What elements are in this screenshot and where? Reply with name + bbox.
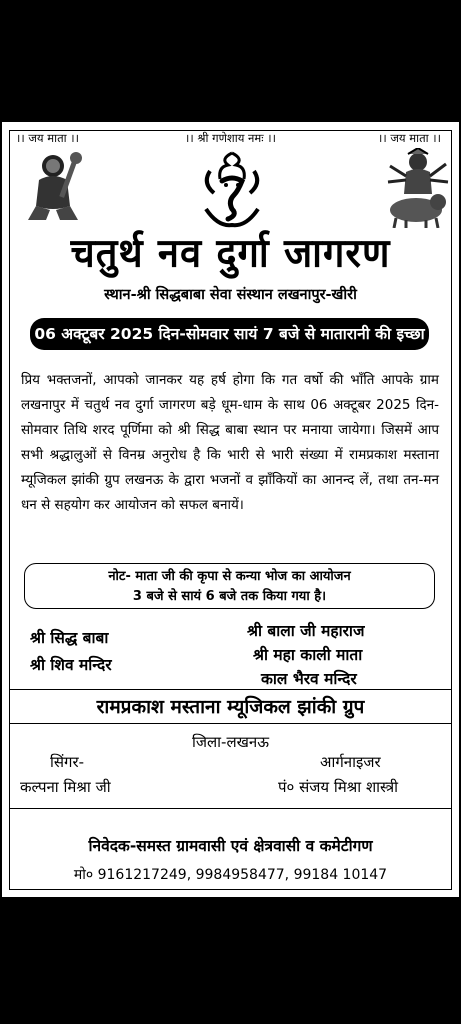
header-center: ।। श्री गणेशाय नमः ।।	[184, 131, 277, 145]
header-right: ।। जय माता ।।	[378, 131, 441, 145]
venue: स्थान-श्री सिद्धबाबा सेवा संस्थान लखनापुर-खीरी	[104, 287, 357, 303]
phone-numbers: मो० 9161217249, 9984958477, 99184 10147	[73, 867, 388, 883]
temple-left-2: श्री शिव मन्दिर	[30, 656, 112, 674]
nivedak: निवेदक-समस्त ग्रामवासी एवं क्षेत्रवासी व कमेटीगण	[88, 837, 373, 855]
body-text: प्रिय भक्तजनों, आपको जानकर यह हर्ष होगा कि गत वर्षो की भाँति आपके ग्राम लखनापुर में चतुर्थ नव दुर्गा जागरण बड़े धूम-धाम के साथ 06 अक्टूबर 2025 दिन-सोमवार तिथि शरद पूर्णिमा को श्री सिद्ध बाबा स्थान पर मनाया जायेगा। जिसमें आप सभी श्रद्धालुओं से विनम्र अनुरोध है कि भारी से भारी संख्या में रामप्रकाश मस्ताना म्यूजिकल झांकी ग्रुप लखनऊ के द्वारा भजनों व झाँकियों का आनन्द लें, तथा तन-मन धन से सहयोग कर आयोजन को सफल बनायें।	[21, 372, 439, 513]
date-band: 06 अक्टूबर 2025 दिन-सोमवार सायं 7 बजे से मातारानी की इच्छा	[30, 318, 429, 350]
group-name: रामप्रकाश मस्ताना म्यूजिकल झांकी ग्रुप	[96, 696, 365, 718]
divider-bottom	[9, 808, 452, 809]
divider-mid	[9, 723, 452, 724]
header-left: ।। जय माता ।।	[16, 131, 79, 145]
district: जिला-लखनऊ	[191, 733, 270, 751]
durga-icon	[384, 148, 450, 228]
temple-right-3: काल भैरव मन्दिर	[261, 670, 357, 688]
hanuman-icon	[22, 150, 84, 225]
temple-right-1: श्री बाला जी महाराज	[247, 622, 365, 640]
note-box	[24, 563, 435, 609]
temple-right-2: श्री महा काली माता	[253, 646, 363, 664]
singer-name: कल्पना मिश्रा जी	[20, 778, 111, 796]
poster	[2, 122, 459, 897]
title: चतुर्थ नव दुर्गा जागरण	[70, 228, 391, 277]
temple-left-1: श्री सिद्ध बाबा	[30, 629, 109, 647]
note-line-1: नोट- माता जी की कृपा से कन्या भोज का आयोजन	[108, 569, 351, 584]
organizer-label: आर्गनाइजर	[320, 753, 381, 771]
divider-top	[9, 689, 452, 690]
singer-label: सिंगर-	[50, 753, 85, 771]
ganesha-icon	[198, 149, 266, 229]
note-line-2: 3 बजे से सायं 6 बजे तक किया गया है।	[132, 589, 327, 604]
organizer-name: पं० संजय मिश्रा शास्त्री	[278, 778, 399, 796]
